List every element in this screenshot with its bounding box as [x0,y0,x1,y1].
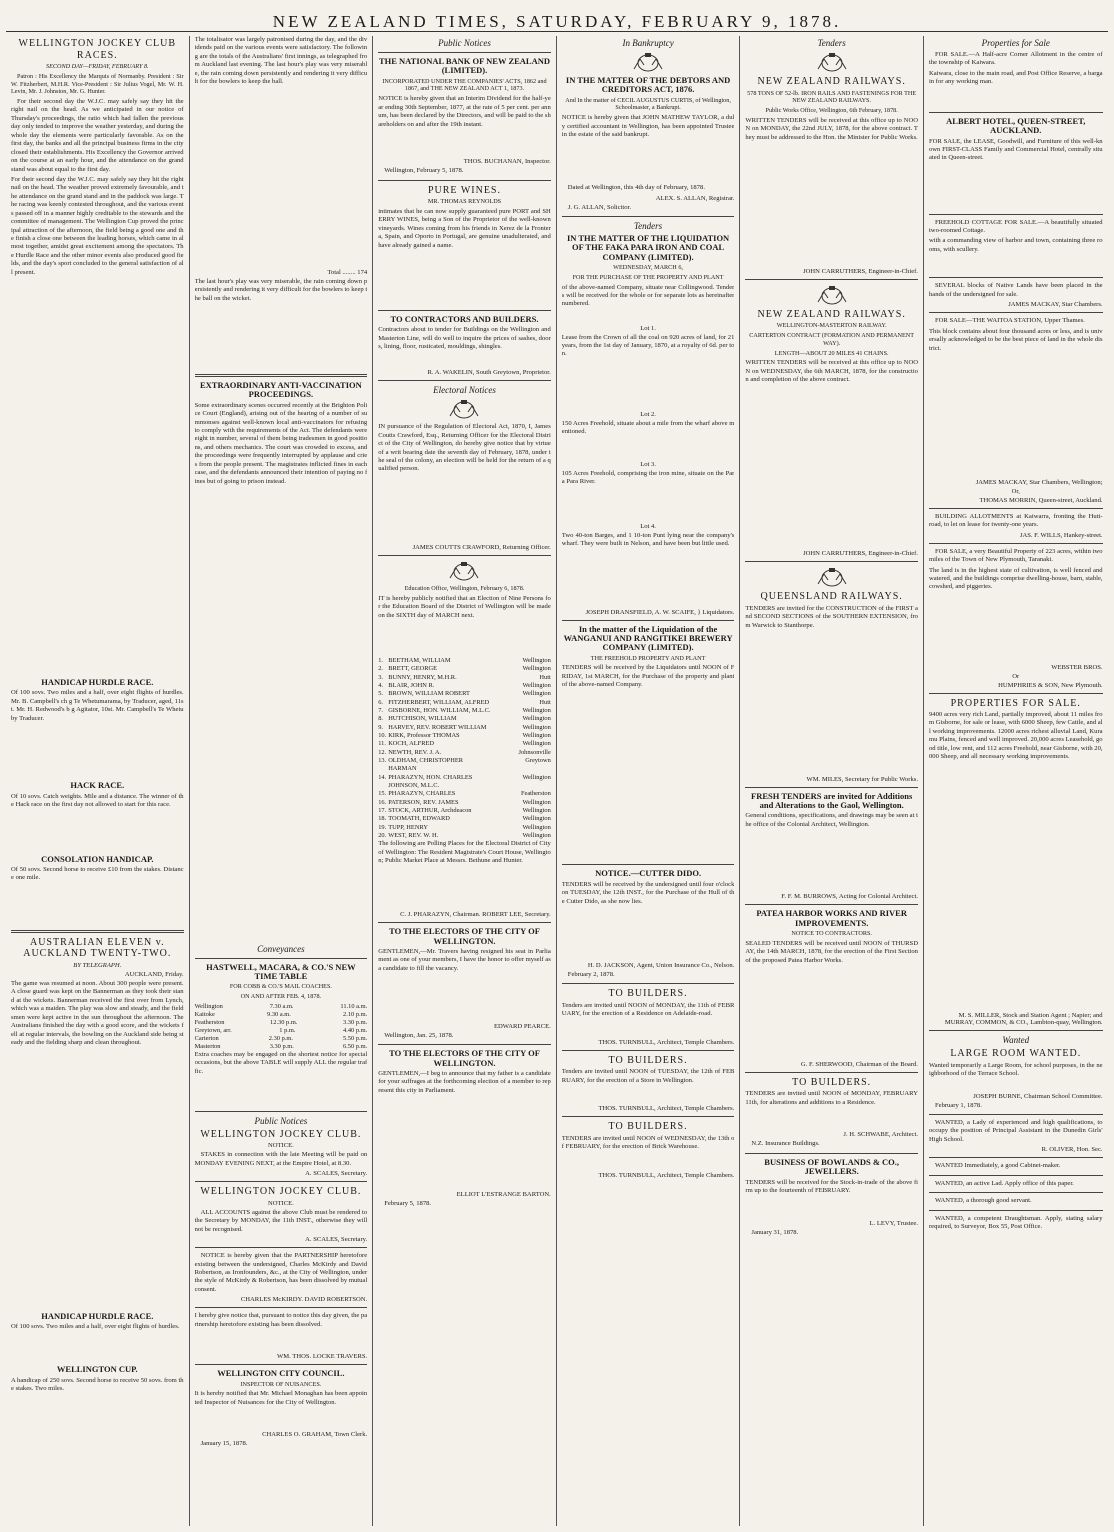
wanted-2: WANTED, a Lady of experienced and high qualifications, to occupy the position of Principal Assistant in the Dunedin Girls' High School. [928,1118,1103,1143]
brewery-title: In the matter of the Liquidation of the WANGANUI AND RANGITIKEI BREWERY COMPANY (LIMITED). [563,623,733,653]
builders-2-title: TO BUILDERS. [608,1054,688,1066]
divider [929,1114,1103,1115]
wjc-notice-1-title: WELLINGTON JOCKEY CLUB. [200,1128,362,1140]
builders-1-sig: THOS. TURNBULL, Architect, Temple Chambers. [598,1038,735,1046]
contractors-title: TO CONTRACTORS AND BUILDERS. [390,313,539,324]
divider [745,787,918,788]
hastwell-title: HASTWELL, MACARA, & CO.'S NEW TIME TABLE [206,961,356,982]
list-item: 2. BRETT, GEORGE Wellington [378,665,551,673]
wanted-2-sig: R. OLIVER, Hon. Sec. [1041,1146,1103,1154]
property-7: FOR SALE, a very Beautiful Property of 223 acres, within two miles of the Town of New Plymouth, Taranaki. [928,547,1103,564]
divider [929,1175,1103,1176]
bankruptcy-sig: ALEX. S. ALLAN, Registrar. [655,194,735,202]
builders-2-sig: THOS. TURNBULL, Architect, Temple Chambers. [598,1105,735,1113]
wanted-5: WANTED, a thorough good servant. [934,1197,1032,1205]
list-item: 19. TUPP, HENRY Wellington [378,823,551,831]
masthead: NEW ZEALAND TIMES, SATURDAY, FEBRUARY 9, 1878. [272,12,842,31]
nzr2-sig: JOHN CARRUTHERS, Engineer-in-Chief. [803,550,918,558]
candidates-list [378,657,551,840]
wines-text: intimates that he can now supply guaranteed pure PORT and SHERRY WINES, being a Son of the Proprietor of the well-known vineyards. Wines coming from his friends in Xerez de la Frontera, Spain, and Oporto in Portugal, are genuine unadulterated, and have already gained a name. [378,207,551,249]
divider [562,1116,735,1117]
wjc-notice-2-label: NOTICE. [267,1199,294,1207]
divider [745,279,918,280]
liquidation-purpose: FOR THE PURCHASE OF THE PROPERTY AND PLANT [572,273,724,281]
list-item: 16. PATERSON, REV. JAMES Wellington [378,798,551,806]
handicap-text: Of 100 sovs. Two miles and a half, over eight flights of hurdles. [11,1323,180,1331]
qld-sig: WM. MILES, Secretary for Public Works. [806,775,918,783]
royal-crest-icon [630,51,666,73]
total-line: Total ........ 174 [327,269,368,276]
divider [929,1030,1103,1031]
polling-text: The following are Polling Places for the Electoral District of City of Wellington: The Resident Magistrate's Court House, Wellington; Public Market Place at Messrs. Bethune and Hunter. [378,840,551,865]
list-item: 7. GISBORNE, HON. WILLIAM, M.L.C. Wellington [378,706,551,714]
divider [929,1192,1103,1193]
divider [929,543,1103,544]
list-item: 17. STOCK, ARTHUR, Archdeacon Wellington [378,806,551,814]
electoral-text: IN pursuance of the Regulation of Electoral Act, 1870, I, James Coutts Crawford, Esq., Returning Officer for the Electoral District of the City of Wellington, do hereby give notice that by virtue of a writ bearing date the seventh day of February, 1878, under the seal of the colony, an election will be held for the return of a qualified person. [378,423,551,473]
lot-2-text: 150 Acres Freehold, situate about a mile from the wharf above mentioned. [561,419,735,436]
electoral-head: Electoral Notices [433,385,496,396]
electors-2-date: February 5, 1878. [384,1200,432,1207]
property-7-detail: The land is in the highest state of cultivation, is well fenced and watered, and the buildings comprise dwelling-house, barn, stable, cowshed, and piggeries. [928,566,1103,591]
wjc-races-body: For their second day the W.J.C. may safely say they hit the right nail on the head. As we anticipated in our notice of Thursday's proceedings, the ratio which had fallen the previous day only tended to improve the weather yesterday, and during the whole day the elements were particularly favorable. As on the first day, the banks and all the principal business firms in the city closed their establishments. His Excellency the Governor arrived on the course at an early hour, and the attendance on the grand stand was about equal to the first day. [11,98,184,173]
builders-title: TO BUILDERS. [792,1076,872,1088]
brewery-lot: THE FREEHOLD PROPERTY AND PLANT [590,654,706,662]
property-5: FOR SALE—THE WAITOA STATION, Upper Thames. [934,317,1085,325]
mackay2-sig: JAMES MACKAY, Star Chambers, Wellington; [975,478,1103,486]
education-office: Education Office, Wellington, February 6, 1878. [404,585,525,593]
nzr2-title: NEW ZEALAND RAILWAYS. [757,308,906,320]
divider [929,1157,1103,1158]
column-1 [6,36,190,1526]
builders-text: TENDERS are invited until NOON of MONDAY, FEBRUARY 11th, for alterations and additions to a Residence. [745,1090,918,1106]
divider [378,1044,551,1045]
builders-2-text: Tenders are invited until NOON of TUESDAY, the 12th of FEBRUARY, for the erection of a Store in Wellington. [561,1068,735,1084]
builders-3-sig: THOS. TURNBULL, Architect, Temple Chambers. [598,1171,735,1179]
column-4 [557,36,741,1526]
wines-sig: MR. THOMAS REYNOLDS [427,198,502,206]
hurdle-race-head: HANDICAP HURDLE RACE. [41,676,154,687]
divider [929,1210,1103,1211]
bank-sub: INCORPORATED UNDER THE COMPANIES' ACTS, 1862 and 1867, and THE NEW ZEALAND ACT 1, 1873. [382,77,547,93]
divider [745,561,918,562]
wjc-notice-1-sig: A. SCALES, Secretary. [305,1170,368,1178]
or-2: Or [1012,672,1020,680]
timetable-row: Wellington 7.30 a.m. 11.10 a.m. [194,1002,368,1010]
divider [195,1181,368,1182]
fresh-tenders-sig: F. F. M. BURROWS, Acting for Colonial Architect. [781,893,918,901]
divider [195,1307,368,1308]
hastwell-date: ON AND AFTER FEB. 4, 1878. [240,993,322,1001]
list-item: 1. BEETHAM, WILLIAM Wellington [378,656,551,664]
liquidation-sig: JOSEPH DRANSFIELD, A. W. SCAIFE, } Liquidators. [585,608,735,616]
divider [929,312,1103,313]
electors-2-sig: ELLIOT L'ESTRANGE BARTON. [456,1191,551,1198]
lot-2-head: Lot 2. [640,410,656,418]
property-1: FOR SALE.—A Half-acre Corner Allotment in the centre of the township of Kaiwara. [928,51,1103,67]
property-6: BUILDING ALLOTMENTS at Kaiwarra, fronting the Hutt-road, to let on lease for twenty-one years. [928,512,1103,529]
nzr-text: WRITTEN TENDERS will be received at this office up to NOON on MONDAY, the 22nd JULY, 1878, for the above contract. They must be addressed to the Hon. the Minister for Public Works. [745,116,918,141]
list-item: 14. PHARAZYN, HON. CHARLES JOHNSON, M.L.C. Wellington [378,773,551,789]
travers-notice-text: I hereby give notice that, pursuant to notice this day given, the partnership heretofore existing has been dissolved. [194,1312,368,1328]
divider [929,214,1103,215]
divider [562,983,735,984]
builders-1-title: TO BUILDERS. [608,988,688,1000]
divider [11,930,184,933]
nzr2-contract: CARTERTON CONTRACT (FORMATION AND PERMANENT WAY). [749,332,915,347]
property-3: FREEHOLD COTTAGE FOR SALE.—A beautifully situated two-roomed Cottage. [928,218,1103,234]
list-item: 18. TOOMATH, EDWARD Wellington [378,815,551,823]
board-sig: C. J. PHARAZYN, Chairman. ROBERT LEE, Secretary. [400,911,551,919]
properties-head: Properties for Sale [981,38,1050,48]
wanted-head: Wanted [1002,1035,1030,1045]
list-item: 20. WEST, REV. W. H. Wellington [378,831,551,839]
divider [562,1050,735,1051]
column-3 [373,36,557,1526]
royal-crest-icon [814,51,850,73]
levy-date: January 31, 1878. [751,1228,799,1236]
bankruptcy-solicitor: J. G. ALLAN, Solicitor. [567,203,631,211]
patea-text: SEALED TENDERS will be received until NOON of THURSDAY, the 14th MARCH, 1878, for the erection of the First Section of the proposed Patea Harbor Works. [745,939,918,964]
timetable-row: Kaitoke 9.30 a.m. 2.10 p.m. [194,1010,368,1018]
royal-crest-icon [446,560,482,582]
cutter-date: February 2, 1878. [567,970,615,978]
hack-race-head: HACK RACE. [70,780,125,791]
nzr2-text: WRITTEN TENDERS will be received at this office up to NOON on WEDNESDAY, the 6th MARCH, 1878, for the construction and completion of the above contract. [745,359,918,384]
tenders-head: Tenders [633,221,663,232]
timetable-row: Carterton 2.30 p.m. 5.50 p.m. [194,1034,368,1042]
bank-date: Wellington, February 5, 1878. [384,167,464,175]
tenders-head: Tenders [817,38,846,48]
divider [195,1111,368,1112]
webster-sig: WEBSTER BROS. [1051,663,1103,671]
council-date: January 15, 1878. [200,1440,248,1448]
anti-vaccination-text: Some extraordinary scenes occurred recently at the Brighton Police Court (England), arising out of the hearing of a number of summonses against well-known local anti-vaccinators for refusing to comply with the requirements of the Act. The defendants were eight in number, several of them being tradesmen in good positions, and others mechanics. The court was crowded to excess, and the proceedings were frequently interrupted by applause and cries from the people present. The magistrates inflicted fines in each case, and the defendants announced their intention of paying no fines but of going to prison instead. [194,401,368,485]
wjc-notice-2-sig: A. SCALES, Secretary. [305,1236,368,1244]
bank-title: THE NATIONAL BANK OF NEW ZEALAND (LIMITED). [378,56,551,76]
hurdle-race-text: Of 100 sovs. Two miles and a half, over eight flights of hurdles. Mr. B. Campbell's ch g Te Whetumarama, by Traducer, aged, 11st. Mr. H. Redwood's b g Agitator, 10st. Mr. Campbell's Te Whetu by Traducer. [11,689,184,722]
divider [378,52,551,53]
timetable-notes: Extra coaches may be engaged on the shortest notice for special occasions, but the above TABLE will supply ALL the regular traffic. [194,1050,368,1075]
properties-list-text: 9400 acres very rich Land, partially improved, about 11 miles from Gisborne, for sale or lease, with 6000 Sheep, few Cattle, and all working improvements. 12000 acres richest alluvial Land, Kuramu Plains, fenced and well improved. 20,000 acres Leasehold, good title, low rent, and 112 acres Freehold, near Gisborne, with 20,000 Sheep, and all necessary working improvements. [928,711,1103,761]
royal-crest-icon [814,566,850,588]
divider [745,1072,918,1073]
fresh-tenders-text: General conditions, specifications, and drawings may be seen at the office of the Colonial Architect, Wellington. [745,812,918,828]
qld-text: TENDERS are invited for the CONSTRUCTION of the FIRST and SECOND SECTIONS of the SOUTHERN EXTENSION, from Warwick to Stanthorpe. [745,604,918,629]
divider [929,112,1103,113]
bowlands-text: TENDERS will be received for the Stock-in-trade of the above firm up to the fourteenth of FEBRUARY. [745,1178,918,1194]
lot-3-text: 105 Acres Freehold, comprising the iron mine, situate on the Para Para River. [561,469,735,486]
timetable-row: Featherston 12.30 p.m. 3.30 p.m. [194,1018,368,1026]
hastwell-sub: FOR COBB & CO.'S MAIL COACHES. [229,983,332,991]
divider [195,1364,368,1365]
telegraph-line: BY TELEGRAPH. [73,961,122,969]
race-continuation-text: The totalisator was largely patronised during the day, and the dividends paid on the various events were satisfactory. The following are the totals of the Australians' first innings, as telegraphed from Auckland last evening. The last hour's play was very miserable, the rain coming down persistently and rendering it very difficult for the bowlers to keep the ball. [194,36,368,86]
divider [745,904,918,905]
divider [745,1153,918,1154]
lot-4-head: Lot 4. [640,522,656,530]
property-5-detail: This block contains about four thousand acres or less, and is universally acknowledged to be the best piece of land in the whole district. [928,327,1103,352]
wanted-1-text: Wanted temporarily a Large Room, for school purposes, in the neighborhood of the Terrace School. [928,1061,1103,1077]
list-item: 5. BROWN, WILLIAM ROBERT Wellington [378,690,551,698]
electors-sig: EDWARD PEARCE. [494,1022,551,1030]
council-sub: INSPECTOR OF NUISANCES. [240,1380,322,1388]
electors-2-text: GENTLEMEN,—I beg to announce that my father is a candidate for your suffrages at the forthcoming election of a member to represent this city in Parliament. [378,1070,551,1094]
columns [6,36,1108,1526]
handicap-hurdle-head: HANDICAP HURDLE RACE. [41,1310,154,1321]
property-2: ALBERT HOTEL, QUEEN-STREET, AUCKLAND. [946,115,1086,136]
column-2 [190,36,374,1526]
wellington-cup-head: WELLINGTON CUP. [56,1364,138,1375]
wills-sig: JAS. F. WILLS, Hankey-street. [1019,531,1103,539]
qld-title: QUEENSLAND RAILWAYS. [760,591,903,603]
electors-title: TO THE ELECTORS OF THE CITY OF WELLINGTON. [389,926,540,946]
fresh-tenders-title: FRESH TENDERS are invited for Additions and Alterations to the Gaol, Wellington. [751,790,913,811]
cutter-text: TENDERS will be received by the undersigned until four o'clock on TUESDAY, the 12th INST., for the Purchase of the Hull of the Cutter Dido, as she now lies. [561,880,735,905]
brewery-text: TENDERS will be received by the Liquidators until NOON of FRIDAY, 1st MARCH, for the Purchase of the property and plant of the above-named Company. [561,664,735,689]
list-item: 15. PHARAZYN, CHARLES Featherston [378,790,551,798]
consolation-head: CONSOLATION HANDICAP. [41,853,154,864]
timetable-row: Masterton 3.30 p.m. 6.50 p.m. [194,1042,368,1050]
bankruptcy-title: IN THE MATTER OF THE DEBTORS AND CREDITORS ACT, 1876. [565,75,731,95]
lot-1-head: Lot 1. [640,324,656,332]
or-1: Or, [1011,487,1020,495]
property-2-detail: FOR SALE, the LEASE, Goodwill, and Furniture of this well-known FIRST-CLASS Family and Commercial Hotel, centrally situated in Queen-street. [928,137,1103,162]
liquidation-date: WEDNESDAY, MARCH 6, [613,264,683,272]
wanted-1-date: February 1, 1878. [934,1101,982,1109]
divider [562,864,735,865]
lot-3-head: Lot 3. [640,460,656,468]
property-4: SEVERAL blocks of Native Lands have been placed in the hands of the undersigned for sale. [928,282,1103,298]
list-item: 6. FITZHERBERT, WILLIAM, ALFRED Hutt [378,698,551,706]
divider [929,508,1103,509]
list-item: 9. HARVEY, REV. ROBERT WILLIAM Wellington [378,723,551,731]
insurance-buildings: N.Z. Insurance Buildings. [751,1140,820,1148]
australian-eleven-title: AUSTRALIAN ELEVEN v. AUCKLAND TWENTY-TWO. [23,936,172,960]
cutter-sig: H. D. JACKSON, Agent, Union Insurance Co., Nelson. [587,961,735,969]
column-6 [924,36,1108,1526]
list-item: 10. KIRK, Professor THOMAS Wellington [378,731,551,739]
divider [378,380,551,381]
divider [378,555,551,556]
lot-1-text: Lease from the Crown of all the coal on 920 acres of land, for 21 years, from the 1st day of January, 1870, at a royalty of 6d. per ton. [561,333,735,358]
education-text: IT is hereby publicly notified that an Election of Nine Persons for the Education Board of the District of Wellington will be made on the SIXTH day of MARCH next. [378,594,551,619]
miller-sig: M. S. MILLER, Stock and Station Agent ; Napier; and MURRAY, COMMON, & CO., Lambton-quay, Wellington. [944,1012,1103,1026]
divider [929,693,1103,694]
bowlands-title: BUSINESS OF BOWLANDS & CO., JEWELLERS. [764,1156,900,1177]
nzr-title: NEW ZEALAND RAILWAYS. [757,76,906,87]
council-sig: CHARLES O. GRAHAM, Town Clerk. [262,1431,368,1439]
public-notices-head: Public Notices [438,38,491,48]
schwabe-sig: J. H. SCHWABE, Architect. [843,1131,918,1139]
levy-sig: L. LEVY, Trustee. [869,1219,918,1227]
consolation-text: Of 50 sovs. Second horse to receive £10 from the stakes. Distance one mile. [11,865,184,882]
cutter-title: NOTICE.—CUTTER DIDO. [595,868,702,879]
property-1-detail: Kaiwara, close to the main road, and Post Office Reserve, a bargain for any working man. [928,69,1103,86]
royal-crest-icon [814,284,850,306]
cricket-report-text: The game was resumed at noon. About 300 people were present. A close guard was kept on the Bannerman as they took their stand at the wickets. Bannerman received the first over from Lynch, which was a maiden. The play was slow and steady, and the fieldsmen were kept active in the sun throughout the afternoon. The Australians finished the day with a good score, and the wickets fell at regular intervals, the bowling on the Auckland side being steady and the fielding sharp and clean throughout. [11,979,184,1047]
anti-vaccination-title: EXTRAORDINARY ANTI-VACCINATION PROCEEDINGS. [200,380,362,400]
wjc-notice-2-body: ALL ACCOUNTS against the above Club must be rendered to the Secretary by MONDAY, the 11th INST., otherwise they will not be recognised. [194,1208,368,1233]
nzr-sub: 578 TONS OF 52-lb. IRON RAILS AND FASTENINGS FOR THE NEW ZEALAND RAILWAYS. [747,89,917,105]
properties-for-sale-title: PROPERTIES FOR SALE. [950,697,1081,709]
property-3-detail: with a commanding view of harbor and town, containing three rooms, with scullery. [928,237,1103,253]
list-item: 3. BUNNY, HENRY, M.H.R. Hutt [378,673,551,681]
nzr2-sub: WELLINGTON-MASTERTON RAILWAY. [776,322,887,330]
electoral-sig: JAMES COUTTS CRAWFORD, Returning Officer. [412,544,551,552]
wanted-3: WANTED Immediately, a good Cabinet-maker. [934,1162,1061,1170]
bankruptcy-sub: And In the matter of CECIL AUGUSTUS CURTIS, of Wellington, Schoolmaster, a Bankrupt. [565,96,731,112]
wjc-notice-2-title: WELLINGTON JOCKEY CLUB. [200,1186,362,1198]
wanted-1-sig: JOSEPH BURNE, Chairman School Committee. [973,1092,1103,1100]
council-title: WELLINGTON CITY COUNCIL. [217,1368,345,1379]
timetable-row: Greytown, arr. 1 p.m. 4.40 p.m. [194,1026,368,1034]
race-report-text: For their second day the W.J.C. may safely say they hit the right nail on the head. The weather proved extremely favourable, and the attendance on the grand stand and in the paddock was large. The racing was keenly contested throughout, and the various events passed off in a manner highly creditable to the stewards and the committee of management. The Wellington Cup proved the principal attraction of the afternoon, the field being a good one and the finish a close one between the leading horses, which came in almost together, amidst great excitement among the spectators. The Hurdle Race and the other minor events also produced good fields, and the day's sport concluded to the general satisfaction of all present. [11,175,184,276]
column-5 [740,36,924,1526]
lot-4-text: Two 40-ton Barges, and 1 10-ton Punt lying near the company's wharf. They were built in Nelson, and have been but little used. [561,531,735,548]
bankruptcy-text: NOTICE is hereby given that JOHN MATHEW TAYLOR, a duly certified accountant in Wellington, has been appointed Trustee in the estate of the said bankrupt. [561,114,735,139]
nzr-sig: JOHN CARRUTHERS, Engineer-in-Chief. [803,267,918,275]
bankruptcy-date: Dated at Wellington, this 4th day of February, 1878. [567,184,705,192]
wellington-cup-text: A handicap of 250 sovs. Second horse to receive 50 sovs. from the stakes. Two miles. [11,1376,184,1393]
bank-text: NOTICE is hereby given that an Interim Dividend for the half-year ending 30th September, 1877, at the rate of 5 per cent. per annum, has been declared by the Directors, and will be paid to the shareholders on and after the 19th instant. [378,95,551,128]
royal-crest-icon [446,398,482,420]
timetable [195,1003,368,1051]
electors-text: GENTLEMEN,—Mr. Travers having resigned his seat in Parliament as one of your members, I have the honor to offer myself as a candidate to fill the vacancy. [378,947,551,972]
nzr-office: Public Works Office, Wellington, 6th February, 1878. [765,107,898,114]
list-item: 12. NEWTH, REV. J. A. Johnsonville [378,748,551,756]
auckland-dateline: AUCKLAND, Friday. [124,970,184,978]
builders-3-title: TO BUILDERS. [608,1121,688,1133]
wines-title: PURE WINES. [427,184,501,196]
bank-sig: THOS. BUCHANAN, Inspector. [463,158,551,166]
wanted-6: WANTED, a competent Draughtsman. Apply, stating salary required, to Surveyor, Box 55, Post Office. [928,1214,1103,1230]
divider [562,620,735,621]
wanted-1-title: LARGE ROOM WANTED. [950,1048,1082,1059]
divider [195,958,368,959]
contractors-text: Contractors about to tender for Buildings on the Wellington and Masterton Line, will do well to inquire the prices of sashes, doors, lining, floor, rusticated, mouldings, shingles. [378,326,551,351]
partnership-sig: CHARLES McKIRDY. DAVID ROBERTSON. [240,1296,368,1304]
contractors-sig: R. A. WAKELIN, South Greytown, Proprietor. [427,369,551,377]
wjc-races-subtitle: SECOND DAY—FRIDAY, FEBRUARY 8. [45,63,149,70]
divider [195,1247,368,1248]
list-item: 11. KOCH, ALFRED Wellington [378,740,551,748]
patea-sub: NOTICE TO CONTRACTORS. [791,930,872,938]
wjc-races-title: WELLINGTON JOCKEY CLUB RACES. [18,38,177,61]
patea-sig: G. F. SHERWOOD, Chairman of the Board. [800,1060,918,1068]
travers-sig: WM. THOS. LOCKE TRAVERS. [277,1353,368,1361]
partnership-body: NOTICE is hereby given that the PARTNERSHIP heretofore existing between the undersigned, Charles McKirdy and David Robertson, as Ironfounders, &c., at the City of Wellington, under the style of McKirdy & Robertson, has been dissolved by mutual consent. [194,1252,368,1293]
list-item: 8. HUTCHISON, WILLIAM Wellington [378,715,551,723]
liquidation-title: IN THE MATTER OF THE LIQUIDATION OF THE FAKA PARA IRON AND COAL COMPANY (LIMITED). [566,233,730,262]
bankruptcy-head: In Bankruptcy [622,38,674,48]
wjc-patrons: Patron : His Excellency the Marquis of Normanby. President : Sir W. Fitzherbert, M.H.R. Vice-President : Sir Julius Vogel, Mr. W. H. Levin, Mr. J. Johnston, Mr. G. Hunter. [11,72,184,96]
mackay-sig: JAMES MACKAY, Star Chambers. [1008,301,1103,309]
divider [378,922,551,923]
electors-date: Wellington, Jan. 25, 1878. [384,1031,454,1039]
builders-1-text: Tenders are invited until NOON of MONDAY, the 11th of FEBRUARY, for the erection of a Residence on Adelaide-road. [561,1001,735,1018]
builders-3-text: TENDERS are invited until NOON of WEDNESDAY, the 13th of FEBRUARY, for the erection of Brick Warehouse. [561,1134,735,1151]
council-text: It is hereby notified that Mr. Michael Monaghan has been appointed Inspector of Nuisances for the City of Wellington. [194,1390,368,1406]
masthead-rule [6,31,1108,32]
list-item: 13. OLDHAM, CHRISTOPHER HARMAN Greytown [378,756,551,773]
divider [378,310,551,311]
divider [562,216,735,217]
electors-2-title: TO THE ELECTORS OF THE CITY OF WELLINGTON. [389,1048,540,1068]
humphries-sig: HUMPHRIES & SON, New Plymouth. [998,681,1103,689]
divider [195,374,368,377]
liquidation-text: of the above-named Company, situate near Collingwood. Tenders will be received for the whole or for separate lots as hereinafter numbered. [561,283,735,308]
divider [378,180,551,181]
morrin-sig: THOMAS MORRIN, Queen-street, Auckland. [979,496,1103,504]
nzr2-length: LENGTH—ABOUT 20 MILES 41 CHAINS. [774,349,889,357]
wjc-notice-1-body: STAKES in connection with the late Meeting will be paid on MONDAY EVENING NEXT, at the Empire Hotel, at 8.30. [194,1151,368,1167]
patea-title: PATEA HARBOR WORKS AND RIVER IMPROVEMENTS. [756,908,907,928]
hack-race-text: Of 10 sovs. Catch weights. Mile and a distance. The winner of the Hack race on the first day not allowed to start for this race. [11,792,184,809]
wjc-notice-1-label: NOTICE. [267,1142,294,1150]
list-item: 4. BLAIR, JOHN R. Wellington [378,681,551,689]
conveyances-head: Conveyances [257,943,305,954]
divider [929,277,1103,278]
wanted-4: WANTED, an active Lad. Apply office of this paper. [934,1179,1074,1187]
public-notices-head: Public Notices [254,1115,308,1126]
race-continuation-text-2: The last hour's play was very miserable, the rain coming down persistently and rendering it very difficult for the bowlers to keep the ball on the wicket. [194,278,368,302]
